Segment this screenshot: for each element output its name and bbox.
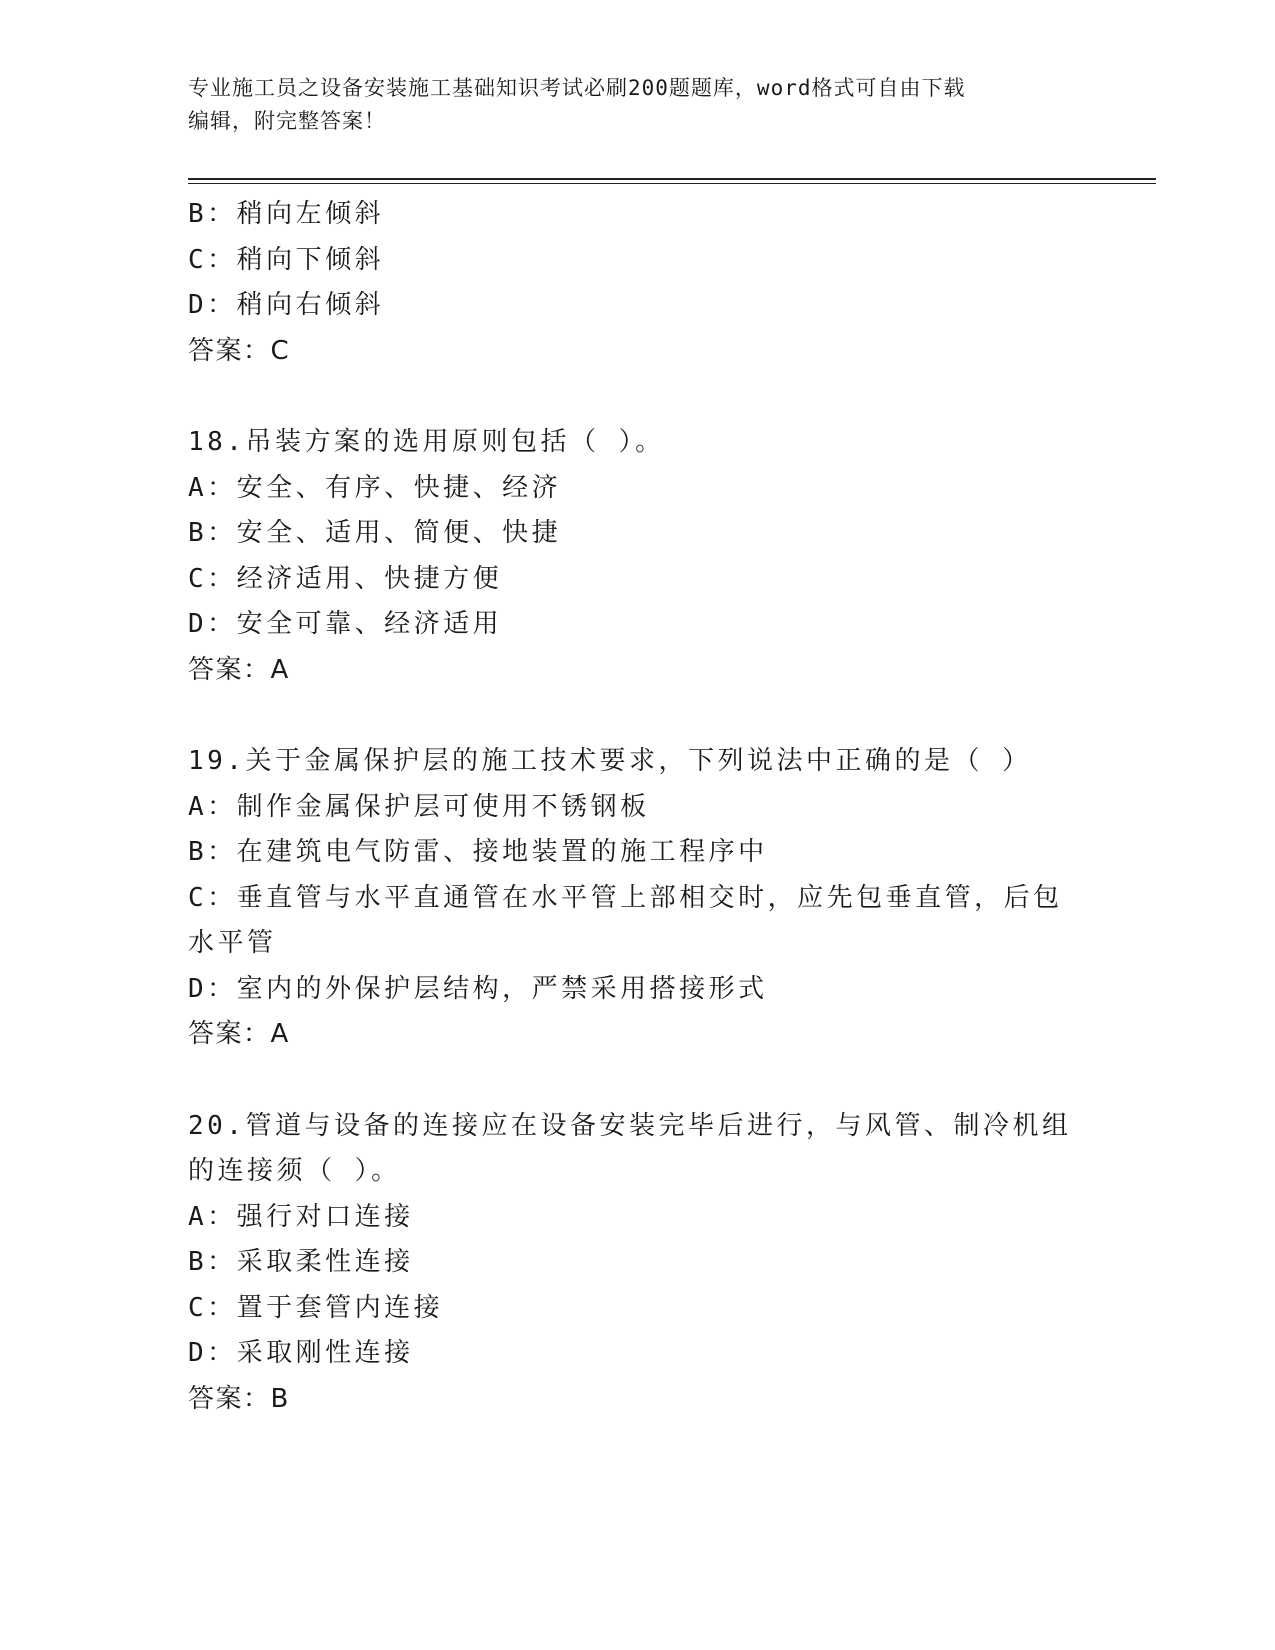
header-title-line2: 编辑，附完整答案！ [188,109,386,133]
option-c: C：经济适用、快捷方便 [188,563,503,594]
header-divider-thick [188,178,1156,180]
spacer [188,1058,1088,1104]
option-d: D：安全可靠、经济适用 [188,609,503,639]
option-c: C：垂直管与水平直通管在水平管上部相交时，应先包垂直管，后包水平管 [188,882,1063,958]
answer-line: 答案：C [188,335,291,366]
option-c: C：置于套管内连接 [188,1292,444,1323]
question-stem: 19.关于金属保护层的施工技术要求，下列说法中正确的是（ ） [188,746,1032,776]
option-b: B：在建筑电气防雷、接地装置的施工程序中 [188,837,768,867]
spacer [188,693,1088,739]
question-stem: 18.吊装方案的选用原则包括（ ）。 [188,427,665,457]
option-b: B：稍向左倾斜 [188,199,385,229]
document-header [188,72,1078,138]
option-d: D：稍向右倾斜 [188,290,385,320]
option-d: D：室内的外保护层结构，严禁采用搭接形式 [188,973,768,1004]
answer-line: 答案：A [188,654,290,685]
question-stem: 20.管道与设备的连接应在设备安装完毕后进行，与风管、制冷机组的连接须（ ）。 [188,1110,1072,1186]
option-c: C：稍向下倾斜 [188,244,385,275]
option-a: A：制作金属保护层可使用不锈钢板 [188,791,650,822]
header-title-line1: 专业施工员之设备安装施工基础知识考试必刷200题题库，word格式可自由下载 [188,76,966,100]
answer-line: 答案：A [188,1019,290,1049]
answer-line: 答案：B [188,1383,290,1414]
option-a: A：安全、有序、快捷、经济 [188,472,562,503]
spacer [188,374,1088,420]
option-a: A：强行对口连接 [188,1201,414,1232]
question-content [188,192,1088,1422]
question-19 [188,739,1088,1058]
header-divider-thin [188,183,1156,184]
question-20 [188,1104,1088,1423]
question-18 [188,420,1088,693]
option-b: B：安全、适用、简便、快捷 [188,518,562,548]
question-17-continuation [188,192,1088,374]
option-d: D：采取刚性连接 [188,1338,414,1368]
option-b: B：采取柔性连接 [188,1247,414,1277]
